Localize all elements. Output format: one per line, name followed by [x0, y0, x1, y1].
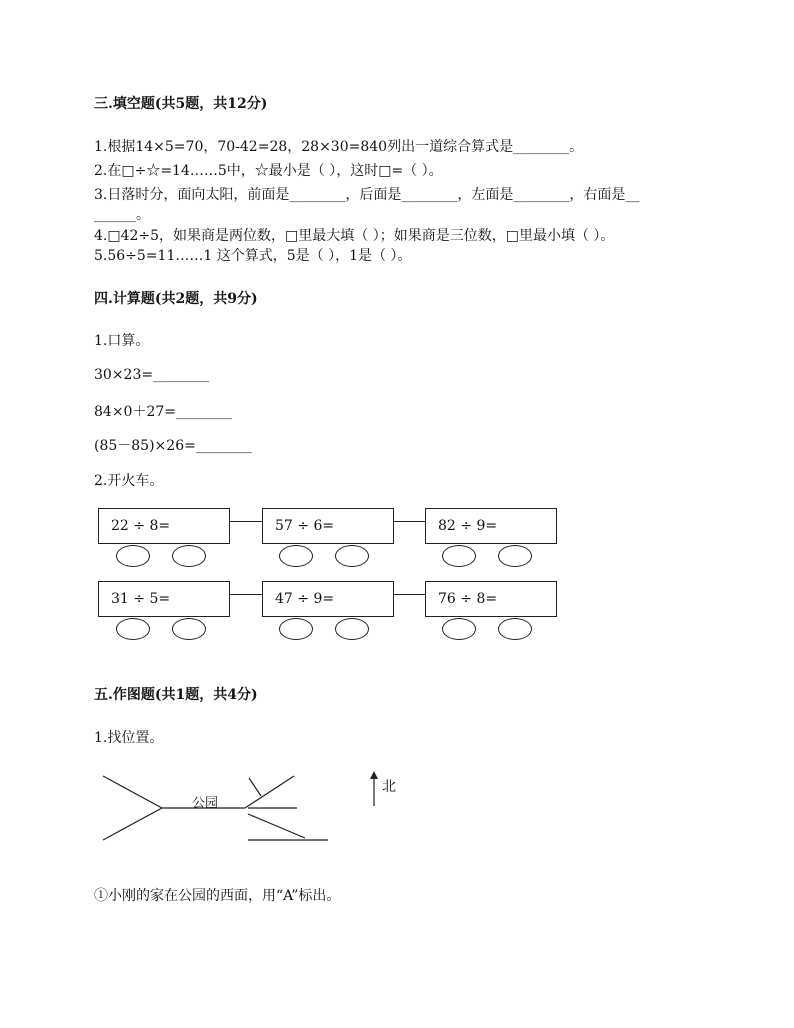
north-arrow-icon: [370, 771, 378, 779]
road-line: [245, 776, 294, 808]
section-4-title: 四.计算题(共2题，共9分): [94, 291, 258, 307]
section-5-title: 五.作图题(共1题，共4分): [94, 687, 258, 703]
question-5-1: 1.找位置。: [94, 730, 164, 746]
sub-question-1: ①小刚的家在公园的西面，用“A”标出。: [94, 888, 341, 904]
road-line: [249, 778, 261, 796]
train-car-expression: 57 ÷ 6=: [275, 518, 335, 534]
north-label: 北: [382, 779, 396, 795]
section-3-title: 三.填空题(共5题，共12分): [94, 96, 268, 112]
question-4-2: 2.开火车。: [94, 473, 164, 489]
road-line: [103, 808, 162, 840]
question-3-3-line1: 3.日落时分，面向太阳，前面是________，后面是________，左面是________，右面是__: [94, 187, 640, 203]
question-3-5: 5.56÷5=11……1 这个算式，5是（ ），1是（ ）。: [94, 248, 412, 264]
road-line: [248, 814, 305, 838]
train-car-expression: 76 ÷ 8=: [438, 591, 498, 607]
expression-1: 30×23=________: [94, 367, 210, 383]
question-3-4: 4.□42÷5，如果商是两位数，□里最大填（ ）；如果商是三位数，□里最小填（ ）。: [94, 228, 615, 244]
expression-2: 84×0＋27=________: [94, 404, 232, 420]
question-3-3-line2: ______。: [94, 207, 150, 223]
park-label: 公园: [192, 796, 219, 811]
train-car-expression: 22 ÷ 8=: [111, 518, 171, 534]
train-car-expression: 47 ÷ 9=: [275, 591, 335, 607]
train-car-expression: 82 ÷ 9=: [438, 518, 498, 534]
question-3-1: 1.根据14×5=70，70-42=28，28×30=840列出一道综合算式是________。: [94, 139, 584, 155]
question-4-1: 1.口算。: [94, 333, 150, 349]
road-line: [103, 776, 162, 808]
question-3-2: 2.在□÷☆=14……5中，☆最小是（ ），这时□=（ ）。: [94, 163, 443, 179]
train-car-expression: 31 ÷ 5=: [111, 591, 171, 607]
expression-3: (85－85)×26=________: [94, 438, 252, 454]
